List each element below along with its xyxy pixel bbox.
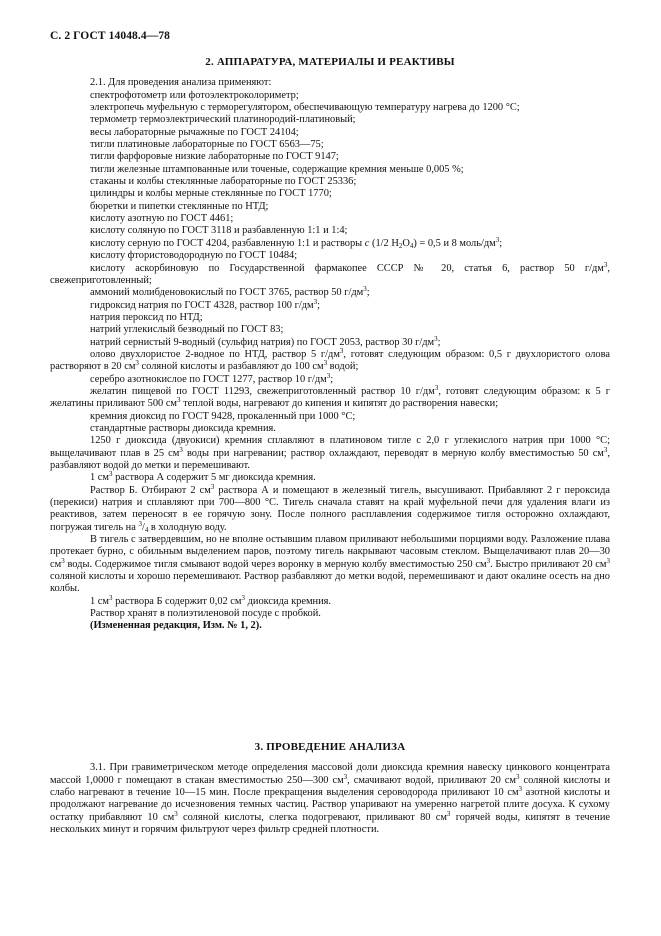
list-item: тигли фарфоровые низкие лабораторные по ГОСТ 9147; [90,151,339,163]
list-item: стаканы и колбы стеклянные лабораторные по ГОСТ 25336; [90,176,357,188]
list-item: гидроксид натрия по ГОСТ 4328, раствор 100 $г/дм^3$; [90,297,321,311]
list-item: термометр термоэлектрический платинородий-платиновый; [90,114,356,126]
list-item: аммоний молибденовокислый по ГОСТ 3765, раствор 50 $г/дм^3$; [90,285,370,299]
section-3 [50,741,610,836]
list-item: кислоту серную по ГОСТ 4204, разбавленную 1:1 и растворы c (1/2 $H_2O_4) = 0,5$ и 8 моль/$дм^3$; [90,235,503,250]
list-item: натрий углекислый безводный по ГОСТ 83; [90,324,284,336]
section-2-title: 2. АППАРАТУРА, МАТЕРИАЛЫ И РЕАКТИВЫ [205,56,455,68]
paragraph: 1250 г диоксида (двуокиси) кремния сплавляют в платиновом тигле с 2,0 г углекислого натрия при 1000 °С; выщелачивают плав в 25 $см^3$ воды при нагревании; раствор охлаждают, переводят в мерную колбу вместимостью 50 $см^3$, разбавляют водой до метки и перемешивают. [50,435,610,471]
list-item: электропечь муфельную с терморегулятором, обеспечивающую температуру нагрева до 1200 °С; [90,102,520,114]
clause-3-1: 3.1. При гравиметрическом методе определения массовой доли диоксида кремния навеску цинкового концентрата массой 1,0000 г помещают в стакан вместимостью 250—300 $см^3$, смачивают водой, приливают 20 $см^3$ соляной кислоты и слабо нагревают в течение 10—15 мин. После прекращения выделения сероводорода приливают 10 $см^3$ азотной кислоты и продолжают нагревание до исчезновения темных частиц. Раствор упаривают на умеренно нагретой плите досуха. К сухому остатку прибавляют 10 $см^3$ соляной кислоты, слегка подогревают, приливают 80 $см^3$ горячей воды, кипятят в течение нескольких минут и горячим фильтруют через фильтр средней плотности. [50,762,611,836]
list-item: кислоту фтористоводородную по ГОСТ 10484; [90,250,298,262]
section-2 [50,56,610,633]
list-item: натрия пероксид по НТД; [90,311,203,323]
list-item: серебро азотнокислое по ГОСТ 1277, раствор 10 $г/дм^3$; [90,371,334,385]
list-item: весы лабораторные рычажные по ГОСТ 24104; [90,126,299,138]
list-item: тигли железные штампованные или точеные, содержащие кремния меньше 0,005 %; [90,163,464,175]
list-item: желатин пищевой по ГОСТ 11293, свежеприготовленный раствор 10 $г/дм^3$, готовят следующим образом: к 5 г желатины приливают 500 $см^3$ теплой воды, нагревают до кипения и кипятят до растворения навески; [50,383,610,410]
revision-note: (Измененная редакция, Изм. № 1, 2). [90,620,262,632]
page-header: С. 2 ГОСТ 14048.4—78 [50,30,171,42]
list-item: кремния диоксид по ГОСТ 9428, прокаленный при 1000 °С; [90,410,356,422]
paragraph: 1 $см^3$ раствора Б содержит 0,02 $см^3$ диоксида кремния. [90,593,332,607]
list-item: кислоту азотную по ГОСТ 4461; [90,213,234,225]
paragraph: Раствор хранят в полиэтиленовой посуде с пробкой. [90,608,321,620]
list-item: тигли платиновые лабораторные по ГОСТ 6563—75; [90,139,324,151]
list-item: кислоту соляную по ГОСТ 3118 и разбавленную 1:1 и 1:4; [90,225,348,237]
list-item: цилиндры и колбы мерные стеклянные по ГОСТ 1770; [90,188,332,200]
section-3-title: 3. ПРОВЕДЕНИЕ АНАЛИЗА [254,741,406,753]
clause-2-1: 2.1. Для проведения анализа применяют: [90,77,272,89]
list-item: стандартные растворы диоксида кремния. [90,422,276,434]
paragraph: Раствор Б. Отбирают 2 $см^3$ раствора А и помещают в железный тигель, высушивают. Прибавляют 2 г пероксида (перекиси) натрия и сплавляют при 700—800 °С. Тигель сначала ставят на край муфельной печи для удаления влаги из реактивов, затем переносят в ее горячую зону. После полного расплавления содержимое тигля осторожно охлаждают, погружая тигель на $^3/_4$ в холодную воду. [50,482,610,534]
list-item: бюретки и пипетки стеклянные по НТД; [90,200,269,212]
paragraph: 1 $см^3$ раствора А содержит 5 мг диоксида кремния. [90,470,316,484]
list-item: натрий сернистый 9-водный (сульфид натрия) по ГОСТ 2053, раствор 30 $г/дм^3$; [90,334,441,348]
list-item: кислоту аскорбиновую по Государственной фармакопее СССР № 20, статья 6, раствор 50 $г/дм^3$, свежеприготовленный; [50,260,610,286]
paragraph: В тигель с затвердевшим, но не вполне остывшим плавом приливают небольшими порциями воду. Разложение плава протекает бурно, с обильным выделением паров, поэтому тигель накрывают часовым стеклом. Выщелачивают плав 20—30 $см^3$ воды. Содержимое тигля смывают водой через воронку в мерную колбу вместимостью 250 $см^3$. Быстро приливают 20 $см^3$ соляной кислоты и хорошо перемешивают. Раствор разбавляют до метки водой, перемешивают и дают окалине осесть на дно колбы. [50,534,610,595]
list-item: спектрофотометр или фотоэлектроколориметр; [90,89,299,101]
list-item: олово двухлористое 2-водное по НТД, раствор 5 $г/дм^3$, готовят следующим образом: 0,5 г двухлористого олова растворяют в 20 $см^3$ соляной кислоты и разбавляют до 100 $см^3$ водой; [50,346,610,373]
